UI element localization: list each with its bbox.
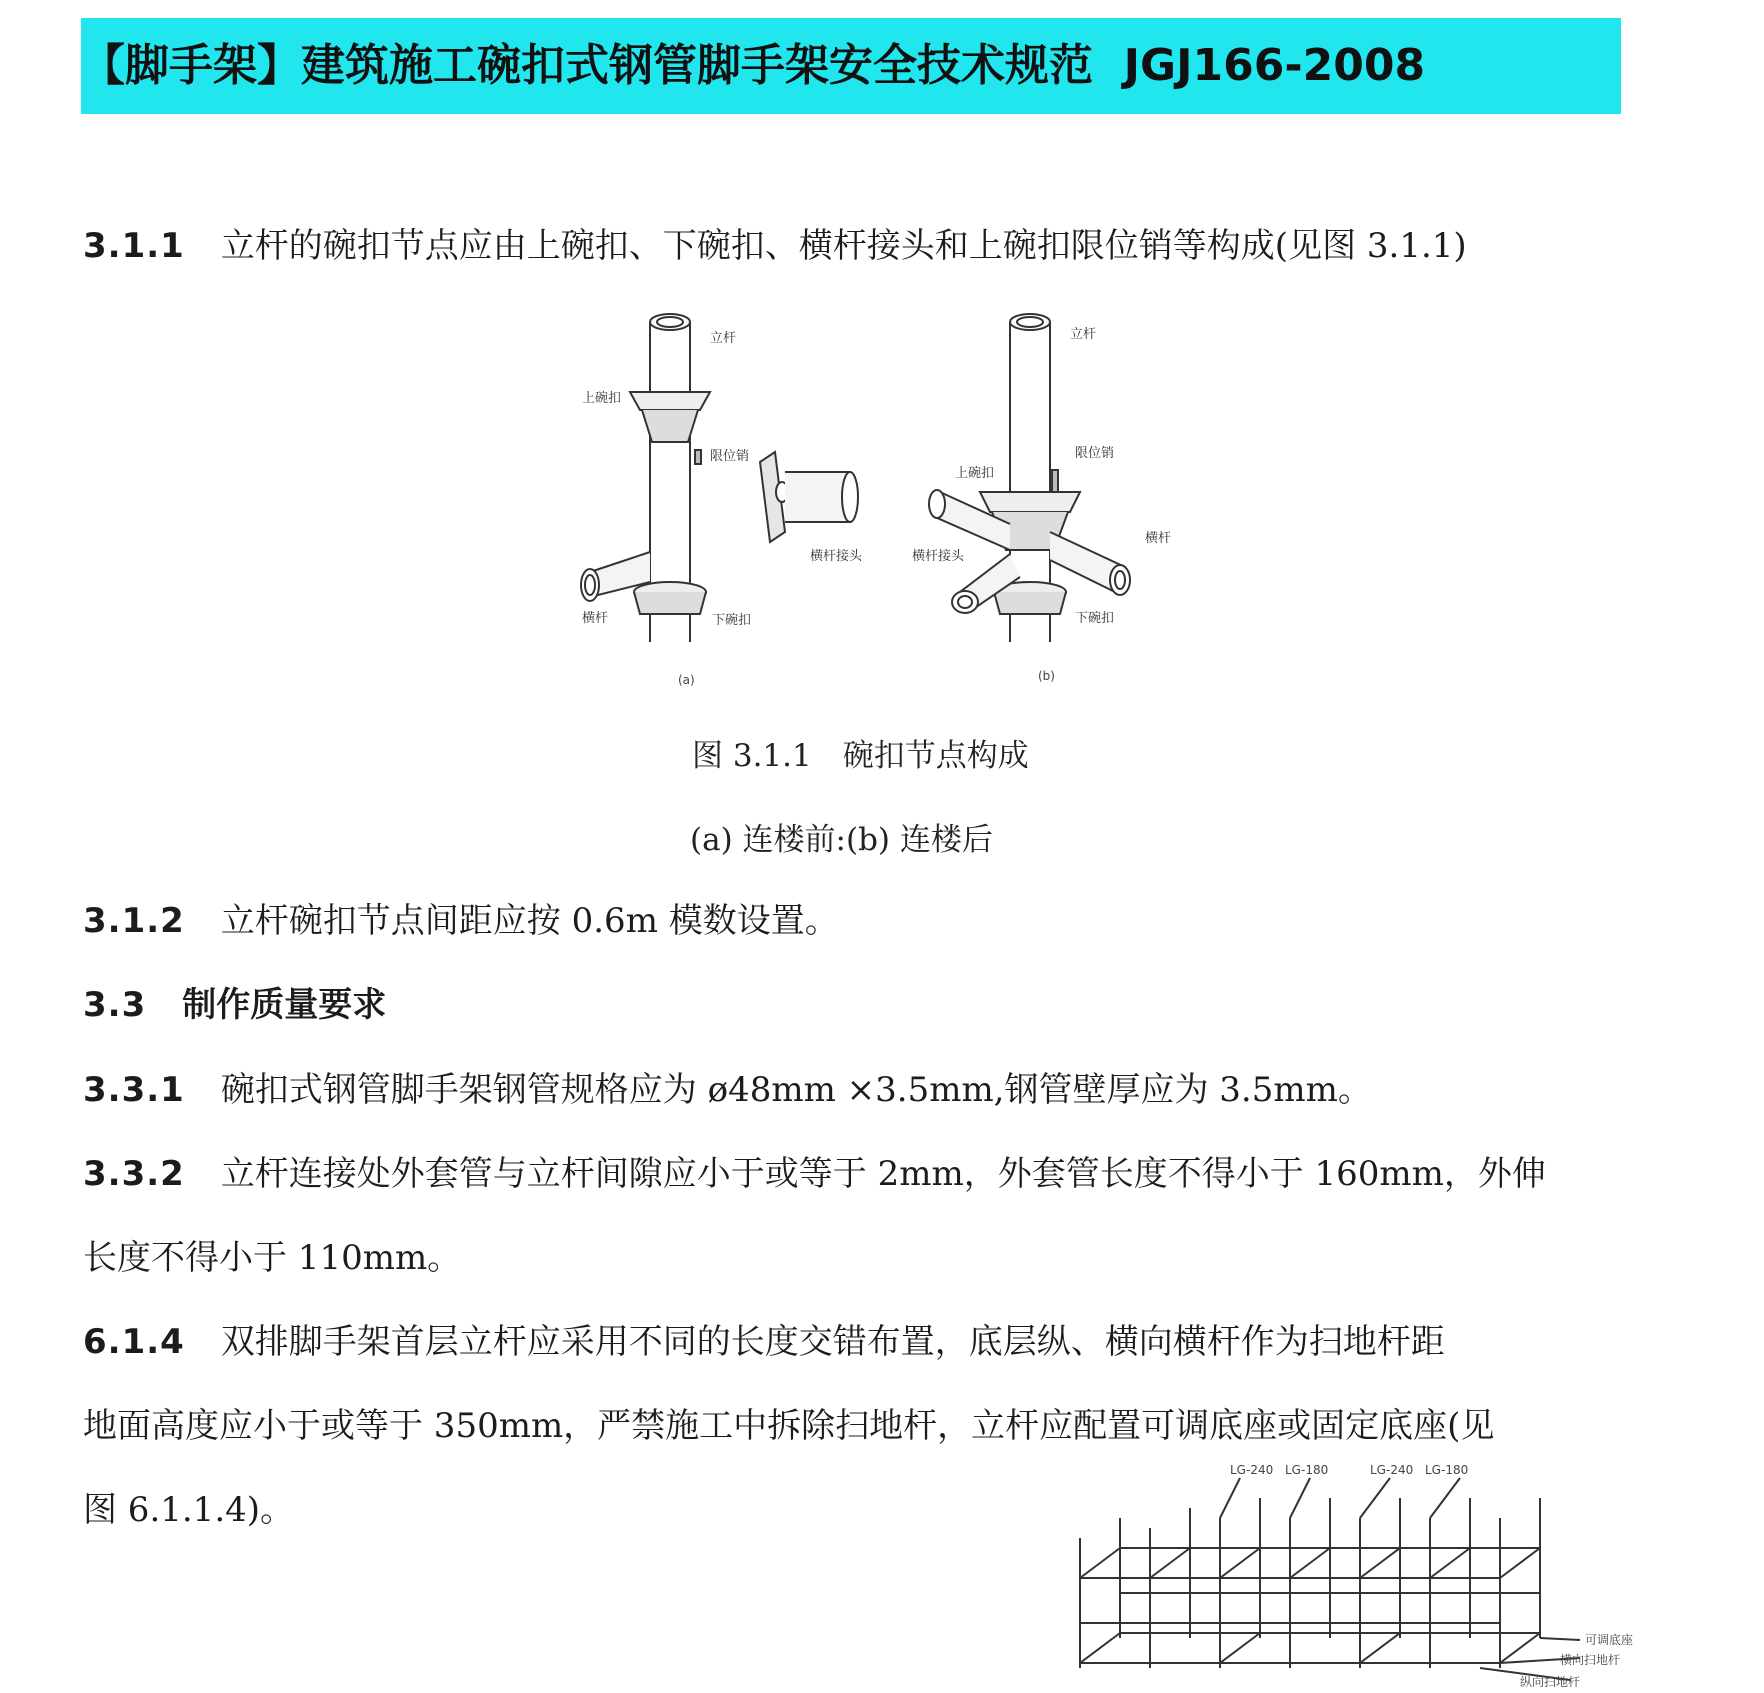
label-b-lower-bowl: 下碗扣 [1075, 611, 1115, 626]
title-topic: 脚手架 [125, 40, 257, 91]
title-main: 建筑施工碗扣式钢管脚手架安全技术规范 [301, 40, 1093, 91]
section-6-1-4-cont [83, 1398, 1494, 1447]
section-number: 3.1.1 [83, 226, 185, 266]
section-6-1-4-cont2 [83, 1482, 294, 1531]
label-side-3: 纵向扫地杆 [1520, 1675, 1581, 1688]
section-text-cont: 长度不得小于 110mm。 [83, 1238, 462, 1278]
section-text: 双排脚手架首层立杆应采用不同的长度交错布置，底层纵、横向横杆作为扫地杆距 [220, 1322, 1445, 1362]
title-bracket-open: 【 [81, 40, 125, 91]
section-number: 3.1.2 [83, 901, 185, 941]
label-side-2: 横向扫地杆 [1560, 1653, 1621, 1667]
label-a-crossbar: 横杆 [582, 611, 609, 626]
bowl-buckle-node-figure [560, 292, 1220, 712]
label-b-crossbar: 横杆 [1145, 531, 1172, 546]
section-text-cont2: 图 6.1.1.4)。 [83, 1490, 295, 1530]
section-3-3-2 [83, 1146, 1546, 1195]
section-text-cont: 地面高度应小于或等于 350mm，严禁施工中拆除扫地杆，立杆应配置可调底座或固定底座(见 [83, 1406, 1495, 1446]
section-3-3-2-cont [83, 1230, 461, 1279]
scaffold-frame-lines [1080, 1478, 1580, 1680]
label-top-1: LG-240 [1230, 1463, 1274, 1477]
figure-subcaption: (a) 连楼前:(b) 连楼后 [690, 822, 993, 858]
section-3-3-heading [83, 977, 386, 1026]
section-6-1-4 [83, 1314, 1445, 1363]
label-b-upright: 立杆 [1070, 327, 1097, 342]
label-side-1: 可调底座 [1585, 1633, 1634, 1647]
title-bracket-close: 】 [257, 40, 301, 91]
figure-caption: 图 3.1.1 碗扣节点构成 [692, 738, 1029, 774]
section-number: 3.3 [83, 985, 147, 1025]
section-number: 3.3.1 [83, 1070, 185, 1110]
label-a-crossbar-joint: 横杆接头 [810, 549, 863, 564]
title-code: JGJ166-2008 [1123, 40, 1426, 91]
label-b-limit-pin: 限位销 [1075, 446, 1115, 461]
section-text: 立杆连接处外套管与立杆间隙应小于或等于 2mm，外套管长度不得小于 160mm，外伸 [220, 1154, 1546, 1194]
section-3-1-2 [83, 893, 839, 942]
section-number: 3.3.2 [83, 1154, 185, 1194]
label-b-upper-bowl: 上碗扣 [955, 466, 995, 481]
label-panel-b: (b) [1038, 669, 1055, 683]
section-text: 立杆的碗扣节点应由上碗扣、下碗扣、横杆接头和上碗扣限位销等构成(见图 3.1.1) [220, 226, 1467, 266]
section-text: 立杆碗扣节点间距应按 0.6m 模数设置。 [220, 901, 839, 941]
label-b-crossbar-joint: 横杆接头 [912, 549, 965, 564]
label-panel-a: (a) [678, 673, 695, 687]
panel-a-drawing [581, 314, 858, 642]
section-3-1-1 [83, 218, 1467, 267]
label-a-lower-bowl: 下碗扣 [712, 613, 752, 628]
label-top-4: LG-180 [1425, 1463, 1469, 1477]
scaffold-frame-figure [1060, 1458, 1680, 1688]
section-number: 6.1.4 [83, 1322, 185, 1362]
label-top-3: LG-240 [1370, 1463, 1414, 1477]
label-a-upper-bowl: 上碗扣 [582, 391, 622, 406]
section-heading-text: 制作质量要求 [182, 985, 387, 1025]
label-a-upright: 立杆 [710, 331, 737, 346]
page-title [81, 18, 1425, 114]
title-banner [81, 18, 1621, 114]
label-a-limit-pin: 限位销 [710, 449, 750, 464]
section-text: 碗扣式钢管脚手架钢管规格应为 ø48mm ×3.5mm,钢管壁厚应为 3.5mm。 [220, 1070, 1372, 1110]
section-3-3-1 [83, 1062, 1372, 1111]
label-top-2: LG-180 [1285, 1463, 1329, 1477]
